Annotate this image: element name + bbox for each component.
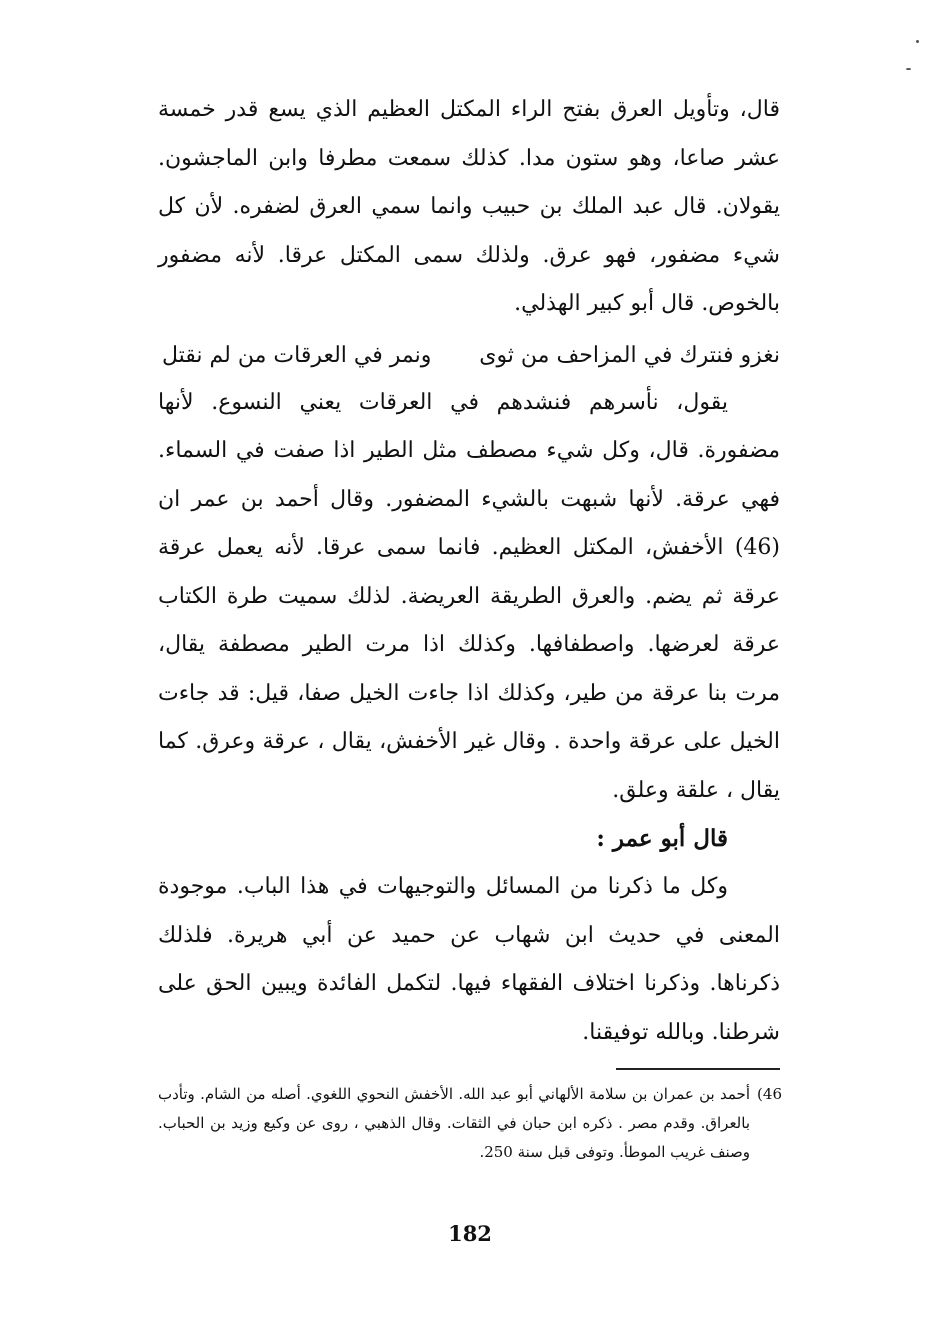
scan-speck <box>916 40 919 43</box>
paragraph-1: قال، وتأويل العرق بفتح الراء المكتل العظيم الذي يسع قدر خمسة عشر صاعا، وهو ستون مدا. كذلك سمعت مطرفا وابن الماجشون. يقولان. قال عبد الملك بن حبيب وانما سمي العرق لضفره. لأن كل شيء مضفور، فهو عرق. ولذلك سمى المكتل عرقا. لأنه مضفور بالخوص. قال أبو كبير الهذلي. <box>158 97 780 316</box>
footnote-text: أحمد بن عمران بن سلامة الألهاني أبو عبد الله. الأخفش النحوي اللغوي. أصله من الشام. وتأدب بالعراق. وقدم مصر . ذكره ابن حبان في الثقات. وقال الذهبي ، روى عن وكيع وزيد بن الحباب. وصنف غريب الموطأ. وتوفى قبل سنة 250. <box>158 1085 750 1161</box>
poem-hemistich-first: نغزو فنترك في المزاحف من ثوى <box>479 342 780 368</box>
main-text <box>158 86 780 1057</box>
paragraph-3: وكل ما ذكرنا من المسائل والتوجيهات في هذا الباب. موجودة المعنى في حديث ابن شهاب عن حميد عن أبي هريرة. فلذلك ذكرناها. وذكرنا اختلاف الفقهاء فيها. لتكمل الفائدة ويبين الحق على شرطنا. وبالله توفيقنا. <box>158 874 780 1045</box>
scan-speck <box>906 68 911 70</box>
page-number: 182 <box>448 1221 492 1246</box>
paragraph-2: يقول، نأسرهم فنشدهم في العرقات يعني النسوع. لأنها مضفورة. قال، وكل شيء مصطف مثل الطير اذا صفت في السماء. فهي عرقة. لأنها شبهت بالشيء المضفور. وقال أحمد بن عمر ان (46) الأخفش، المكتل العظيم. فانما سمى عرقا. لأنه يعمل عرقة عرقة ثم يضم. والعرق الطريقة العريضة. لذلك سميت طرة الكتاب عرقة لعرضها. واصطفافها. وكذلك اذا مرت الطير مصطفة يقال، مرت بنا عرقة من طير، وكذلك اذا جاءت الخيل صفا، قيل: قد جاءت الخيل على عرقة واحدة . وقال غير الأخفش، يقال ، عرقة وعرق. كما يقال ، علقة وعلق. <box>158 389 781 803</box>
footnote-separator <box>616 1068 780 1070</box>
poem-verse <box>158 333 780 379</box>
section-heading: قال أبو عمر : <box>596 825 728 852</box>
footnote <box>158 1080 782 1167</box>
footnote-number: 46) <box>757 1085 782 1103</box>
poem-hemistich-second: ونمر في العرقات من لم نقتل <box>162 342 432 368</box>
